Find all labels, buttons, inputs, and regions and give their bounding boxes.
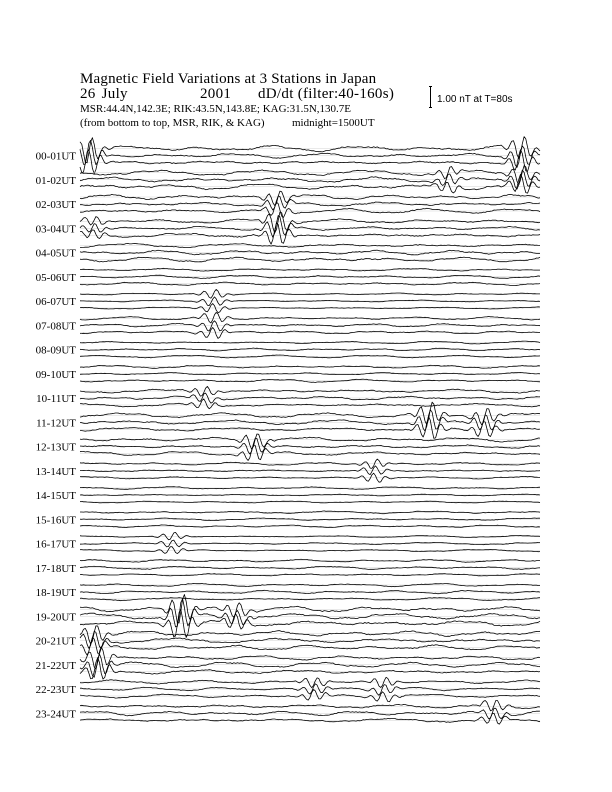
hour-label: 16-17UT [35,538,76,551]
trace-rik [80,321,540,331]
trace-kag [80,701,540,711]
trace-msr [80,399,540,409]
chart-title: Magnetic Field Variations at 3 Stations in Japan [80,71,377,87]
hour-label: 02-03UT [35,199,76,211]
trace-kag [80,268,540,271]
trace-kag [80,677,540,687]
midnight-note: midnight=1500UT [292,117,375,129]
hour-label: 08-09UT [35,344,76,357]
hour-label: 01-02UT [35,174,76,187]
hour-label: 14-15UT [35,490,76,502]
component-filter-label: dD/dt (filter:40-160s) [258,86,395,102]
date-label: 26 July [80,86,128,102]
trace-msr [80,174,540,193]
trace-order-note: (from bottom to top, MSR, RIK, & KAG) [80,117,265,129]
trace-rik [80,708,540,719]
scale-bar-icon [429,86,432,108]
hour-label: 18-19UT [35,587,76,599]
trace-kag [80,532,540,539]
hour-label: 05-06UT [35,271,76,284]
hour-label: 00-01UT [35,150,76,163]
hour-label: 20-21UT [35,635,76,648]
trace-kag [80,212,540,233]
hour-label: 15-16UT [35,514,76,527]
trace-rik [80,466,540,475]
trace-msr [80,658,540,680]
trace-msr [80,223,540,244]
trace-kag [80,137,540,163]
hour-label: 06-07UT [35,296,76,308]
year-label: 2001 [200,86,232,102]
trace-kag [80,386,540,396]
trace-msr [80,690,540,702]
trace-msr [80,417,540,439]
trace-msr [80,637,540,655]
trace-msr [80,202,540,217]
trace-rik [80,297,540,306]
hour-label: 07-08UT [35,320,76,333]
hour-label: 13-14UT [35,465,76,478]
hour-label: 23-24UT [35,708,76,721]
hour-label: 17-18UT [35,562,76,575]
hour-label: 22-23UT [35,684,76,696]
trace-rik [80,196,540,210]
hour-label: 03-04UT [35,223,76,236]
hour-label: 10-11UT [36,393,76,405]
trace-kag [80,166,540,185]
trace-msr [80,328,540,339]
station-coordinates: MSR:44.4N,142.3E; RIK:43.5N,143.8E; KAG:31.5N,130.7E [80,103,352,115]
hour-label: 04-05UT [35,247,76,260]
hour-label: 12-13UT [35,441,76,454]
hour-label: 09-10UT [35,368,76,381]
hour-label: 21-22UT [35,659,76,672]
trace-kag [80,434,540,449]
hour-label: 19-20UT [35,611,76,624]
trace-rik [80,438,540,454]
trace-rik [80,140,540,167]
hour-label: 11-12UT [36,417,76,430]
trace-msr [80,547,540,554]
trace-rik [80,216,540,238]
scale-label: 1.00 nT at T=80s [437,94,513,105]
trace-kag [80,312,540,323]
trace-msr [80,713,540,724]
